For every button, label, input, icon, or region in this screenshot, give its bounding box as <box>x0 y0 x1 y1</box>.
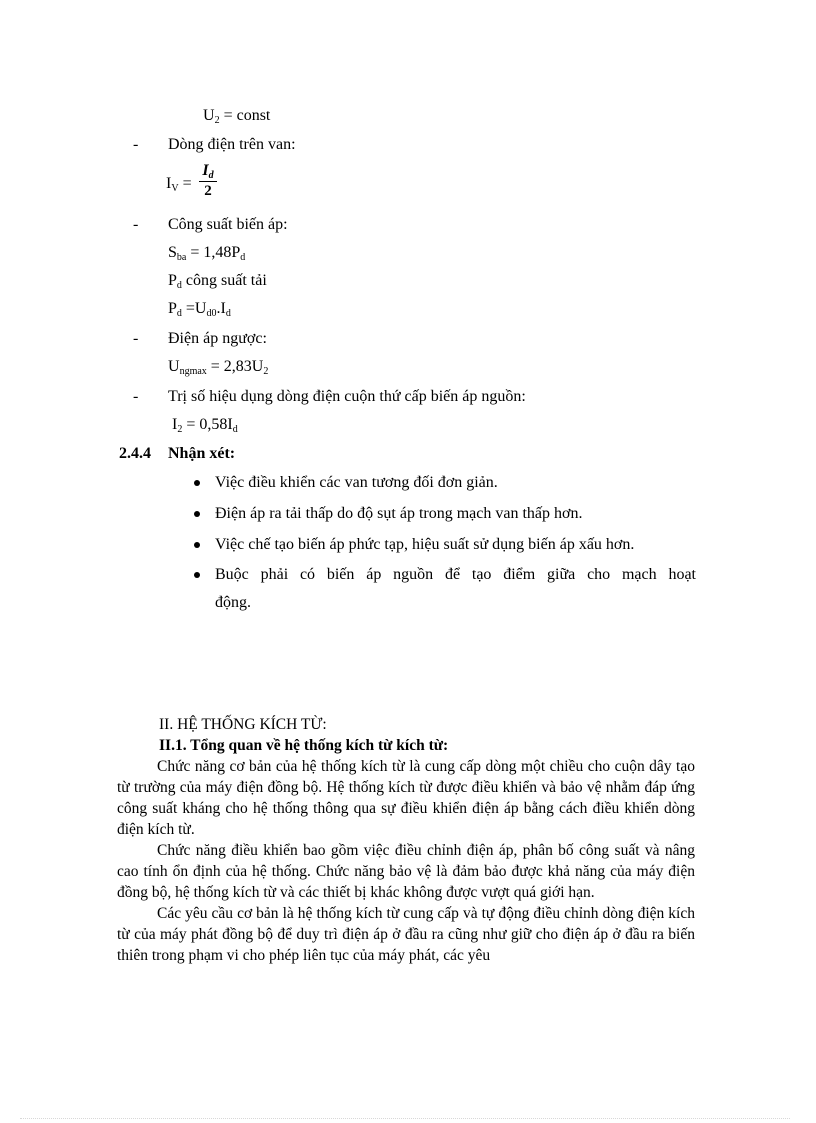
paragraph: Các yêu cầu cơ bản là hệ thống kích từ cung cấp và tự động điều chỉnh dòng điện kích từ của máy phát đồng bộ để duy trì điện áp ở đầu ra cũng như giữ cho điện áp ở đầu ra biến thiên trong phạm vi cho phép liên tục của máy phát, các yêu <box>117 905 695 964</box>
bullet-item-continuation: động. <box>215 594 251 611</box>
valve-current-label: Dòng điện trên van: <box>168 136 296 153</box>
bullet-item: Điện áp ra tải thấp do độ sụt áp trong mạch van thấp hơn. <box>215 505 583 522</box>
bullet-icon <box>194 542 200 548</box>
chapter-heading: II. HỆ THỐNG KÍCH TỪ: <box>159 716 327 733</box>
pd-description: $P_d$ công suất tải <box>168 272 267 291</box>
body-text <box>117 756 695 966</box>
rms-current-label: Trị số hiệu dụng dòng điện cuộn thứ cấp biến áp nguồn: <box>168 388 526 405</box>
paragraph: Chức năng điều khiển bao gồm việc điều chỉnh điện áp, phân bố công suất và nâng cao tính ổn định của hệ thống. Chức năng bảo vệ là đảm bảo được khả năng của máy điện đồng bộ, hệ thống kích từ và các thiết bị khác không được vượt quá giới hạn. <box>117 842 695 901</box>
reverse-voltage-label: Điện áp ngược: <box>168 330 267 347</box>
sub-heading: II.1. Tổng quan về hệ thống kích từ kích từ: <box>159 737 449 754</box>
bullet-item: Việc điều khiển các van tương đối đơn giản. <box>215 474 498 491</box>
bullet-icon <box>194 511 200 517</box>
fraction-id-over-2: $I_d$ 2 <box>199 162 217 200</box>
bullet-icon <box>194 572 200 578</box>
transformer-power-label: Công suất biến áp: <box>168 216 288 233</box>
formula-iv: $I_V$ = <box>166 175 192 194</box>
formula-u2: $U_2$ = const <box>203 107 271 126</box>
formula-sba: $S_{ba} = 1,48P_d$ <box>168 244 246 263</box>
bullet-item: Buộc phải có biến áp nguồn để tạo điểm giữa cho mạch hoạt <box>215 566 696 583</box>
formula-i2: $I_2 = 0,58I_d$ <box>172 416 238 435</box>
bullet-icon <box>194 480 200 486</box>
dash-marker: - <box>133 330 139 347</box>
paragraph: Chức năng cơ bản của hệ thống kích từ là cung cấp dòng một chiều cho cuộn dây tạo từ trường của máy điện đồng bộ. Hệ thống kích từ được điều khiển và bảo vệ nhằm đáp ứng công suất kháng cho hệ thống thông qua sự điều khiển điện áp bằng cách điều khiển dòng điện kích từ. <box>117 758 695 838</box>
section-number: 2.4.4 <box>119 445 151 462</box>
dash-marker: - <box>133 388 139 405</box>
dash-marker: - <box>133 216 139 233</box>
formula-pd: $P_d =U_{d0}.I_d$ <box>168 300 231 319</box>
bullet-item: Việc chế tạo biến áp phức tạp, hiệu suất sử dụng biến áp xấu hơn. <box>215 536 635 553</box>
formula-ungmax: $U_{ngmax} = 2,83U_2$ <box>168 358 269 377</box>
dash-marker: - <box>133 136 139 153</box>
page-bottom-divider <box>20 1118 790 1119</box>
section-title: Nhận xét: <box>168 445 236 462</box>
